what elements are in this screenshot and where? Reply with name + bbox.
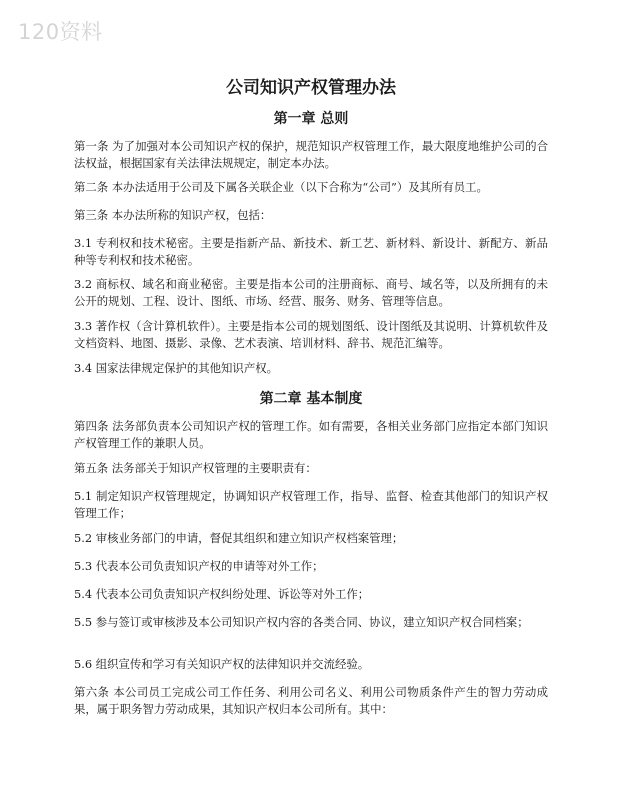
watermark-logo: 120资料: [18, 20, 103, 44]
clause-5-4: 5.4 代表本公司负责知识产权纠纷处理、诉讼等对外工作；: [74, 587, 370, 601]
article-4: 第四条 法务部负责本公司知识产权的管理工作。如有需要，各相关业务部门应指定本部门知识产权管理工作的兼职人员。: [74, 419, 548, 450]
article-2: 第二条 本办法适用于公司及下属各关联企业（以下合称为“公司”）及其所有员工。: [74, 180, 488, 194]
clause-5-5: 5.5 参与签订或审核涉及本公司知识产权内容的各类合同、协议，建立知识产权合同档案；: [74, 615, 529, 629]
clause-3-4: 3.4 国家法律规定保护的其他知识产权。: [74, 361, 278, 375]
document-title: 公司知识产权管理办法: [226, 78, 396, 98]
clause-5-3: 5.3 代表本公司负责知识产权的申请等对外工作；: [74, 559, 324, 573]
article-6: 第六条 本公司员工完成公司工作任务、利用公司名义、利用公司物质条件产生的智力劳动成果，属于职务智力劳动成果，其知识产权归本公司所有。其中：: [74, 685, 548, 716]
clause-3-2: 3.2 商标权、域名和商业秘密。主要是指本公司的注册商标、商号、域名等，以及所拥有的未公开的规划、工程、设计、图纸、市场、经营、服务、财务、管理等信息。: [74, 277, 548, 308]
chapter-2-heading: 第二章 基本制度: [259, 391, 363, 407]
clause-5-6: 5.6 组织宣传和学习有关知识产权的法律知识并交流经验。: [74, 657, 370, 671]
clause-3-3: 3.3 著作权（含计算机软件）。主要是指本公司的规划图纸、设计图纸及其说明、计算机软件及文档资料、地图、摄影、录像、艺术表演、培训材料、辞书、规范汇编等。: [74, 319, 548, 350]
article-3: 第三条 本办法所称的知识产权，包括：: [74, 208, 272, 222]
chapter-1-heading: 第一章 总则: [273, 111, 349, 127]
clause-5-1: 5.1 制定知识产权管理规定，协调知识产权管理工作，指导、监督、检查其他部门的知识产权管理工作；: [74, 489, 548, 520]
clause-5-2: 5.2 审核业务部门的申请，督促其组织和建立知识产权档案管理；: [74, 531, 404, 545]
article-5: 第五条 法务部关于知识产权管理的主要职责有：: [74, 461, 317, 475]
clause-3-1: 3.1 专利权和技术秘密。主要是指新产品、新技术、新工艺、新材料、新设计、新配方、新品种等专利权和技术秘密。: [74, 236, 548, 267]
article-1: 第一条 为了加强对本公司知识产权的保护，规范知识产权管理工作，最大限度地维护公司的合法权益，根据国家有关法律法规规定，制定本办法。: [74, 139, 548, 170]
